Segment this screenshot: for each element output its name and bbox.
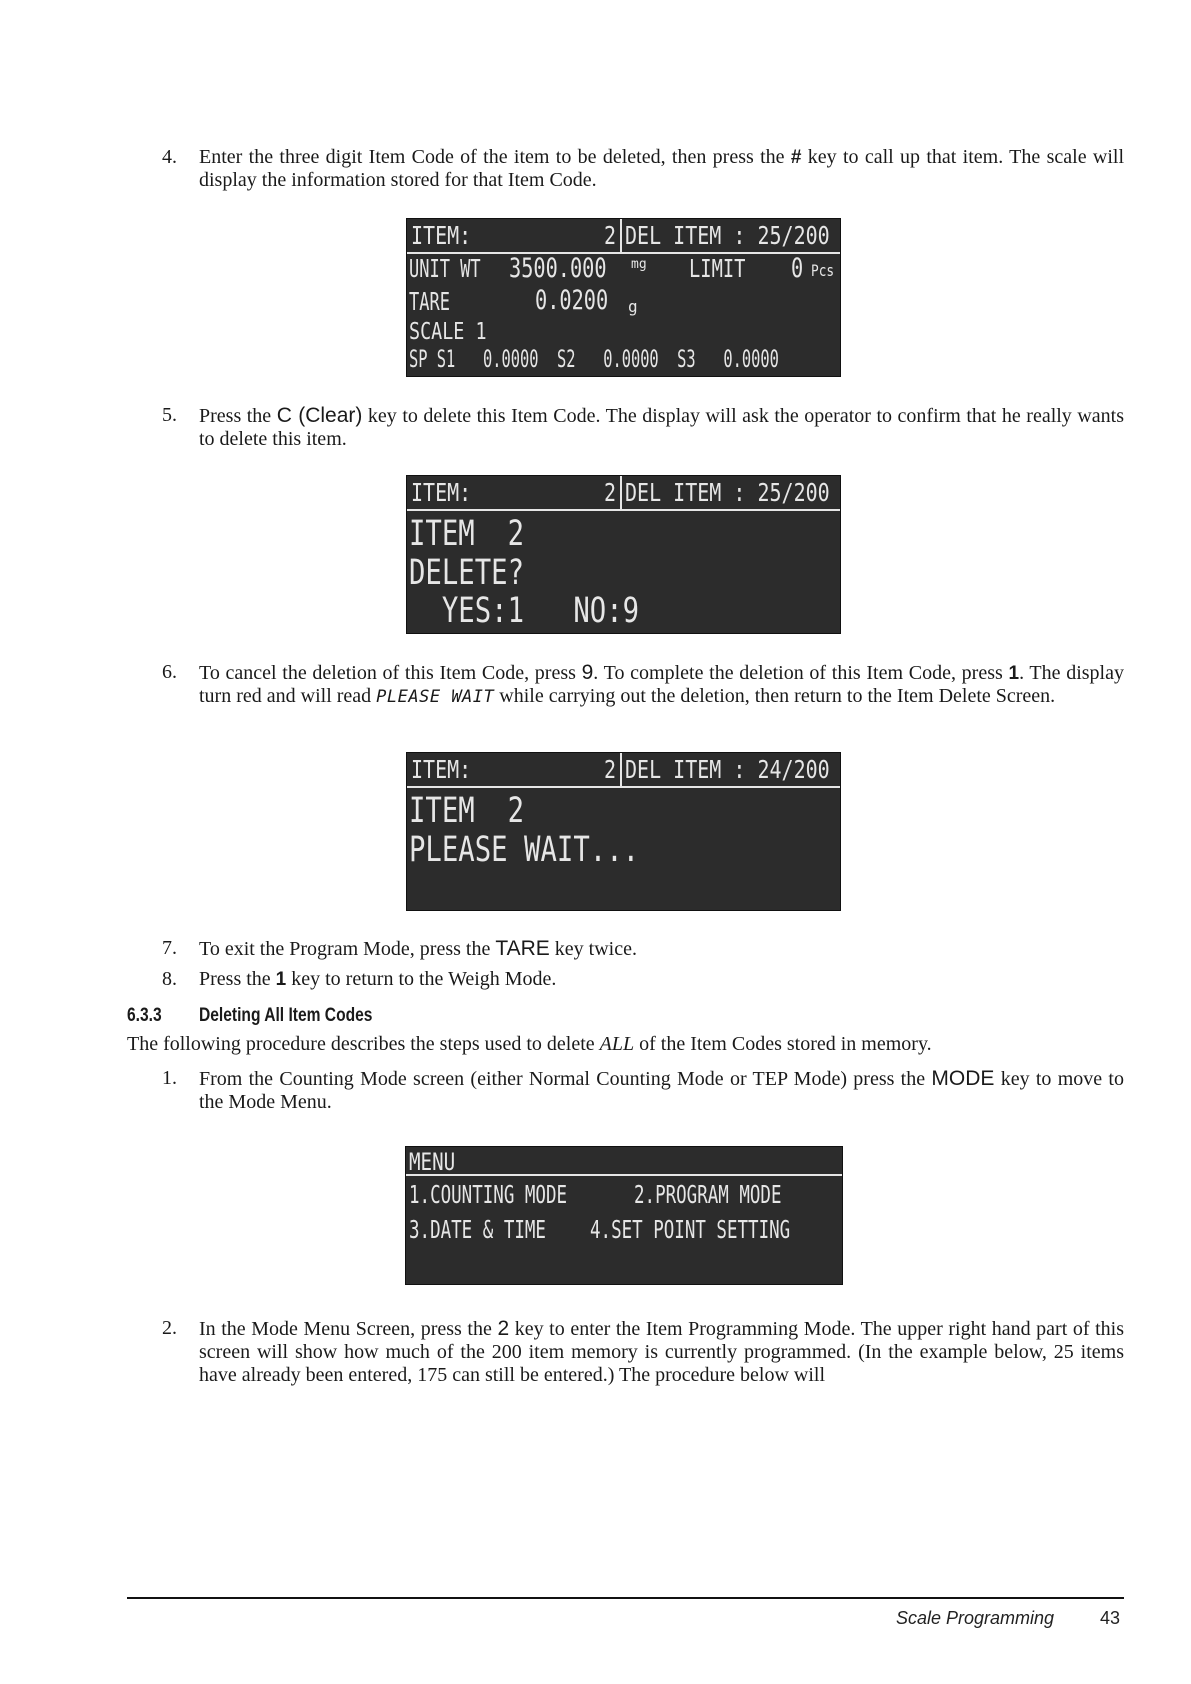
step-number: 6. [162, 661, 177, 683]
section-number: 6.3.3 [127, 1005, 162, 1026]
step-7-text: To exit the Program Mode, press the TARE key twice. [199, 937, 637, 960]
step-8-text: Press the 1 key to return to the Weigh Mode. [199, 968, 557, 990]
step-number: 4. [162, 146, 177, 168]
key-label: MODE [931, 1067, 995, 1090]
key-label: 1 [1008, 663, 1020, 684]
step-6-text: To cancel the deletion of this Item Code, press 9. To complete the deletion of this Item Code, press 1. The display turn red and will read PLEASE WAIT while carrying out the deletion, then return to the Item Delete Screen. [199, 661, 1124, 707]
lcd-screen-item-info: ITEM: 2 DEL ITEM : 25/200 UNIT WT 3500.000 mg LIMIT 0 Pcs TARE 0.0200 g SCALE 1 SP S1 0.0000 S2 0.0000 S3 0.0000 [406, 218, 841, 377]
key-label: TARE [495, 937, 550, 960]
section-title: Deleting All Item Codes [199, 1005, 373, 1026]
key-label: 2 [497, 1317, 510, 1340]
page-number: 43 [1100, 1608, 1121, 1628]
step-b2-text: In the Mode Menu Screen, press the 2 key to enter the Item Programming Mode. The upper right hand part of this screen will show how much of the 200 item memory is currently programmed. (In the example below, 25 items have already been entered, 175 can still be entered.) The procedure below will [199, 1317, 1124, 1386]
key-label: C (Clear) [276, 404, 363, 427]
key-label: 1 [275, 969, 287, 990]
step-number: 1. [162, 1067, 177, 1089]
lcd-word: PLEASE WAIT [376, 687, 495, 707]
lcd-screen-please-wait: ITEM: 2 DEL ITEM : 24/200 ITEM 2 PLEASE WAIT... [406, 752, 841, 911]
step-b1-text: From the Counting Mode screen (either Normal Counting Mode or TEP Mode) press the MODE key to move to the Mode Menu. [199, 1067, 1124, 1113]
footer-rule [127, 1597, 1124, 1599]
step-number: 2. [162, 1317, 177, 1339]
step-number: 7. [162, 937, 177, 959]
lcd-screen-delete-confirm: ITEM: 2 DEL ITEM : 25/200 ITEM 2 DELETE? YES:1 NO:9 [406, 475, 841, 634]
step-5-text: Press the C (Clear) key to delete this Item Code. The display will ask the operator to confirm that he really wants to delete this item. [199, 404, 1124, 450]
footer-section-name: Scale Programming [896, 1608, 1055, 1628]
step-4-text: Enter the three digit Item Code of the item to be deleted, then press the # key to call up that item. The scale will display the information stored for that Item Code. [199, 146, 1125, 191]
step-number: 5. [162, 404, 177, 426]
intro-paragraph: The following procedure describes the steps used to delete ALL of the Item Codes stored in memory. [127, 1033, 932, 1055]
step-number: 8. [162, 968, 177, 990]
lcd-screen-mode-menu: MENU 1.COUNTING MODE 2.PROGRAM MODE 3.DATE & TIME 4.SET POINT SETTING [405, 1146, 843, 1285]
key-label: # [790, 147, 802, 168]
key-label: 9 [581, 661, 594, 684]
